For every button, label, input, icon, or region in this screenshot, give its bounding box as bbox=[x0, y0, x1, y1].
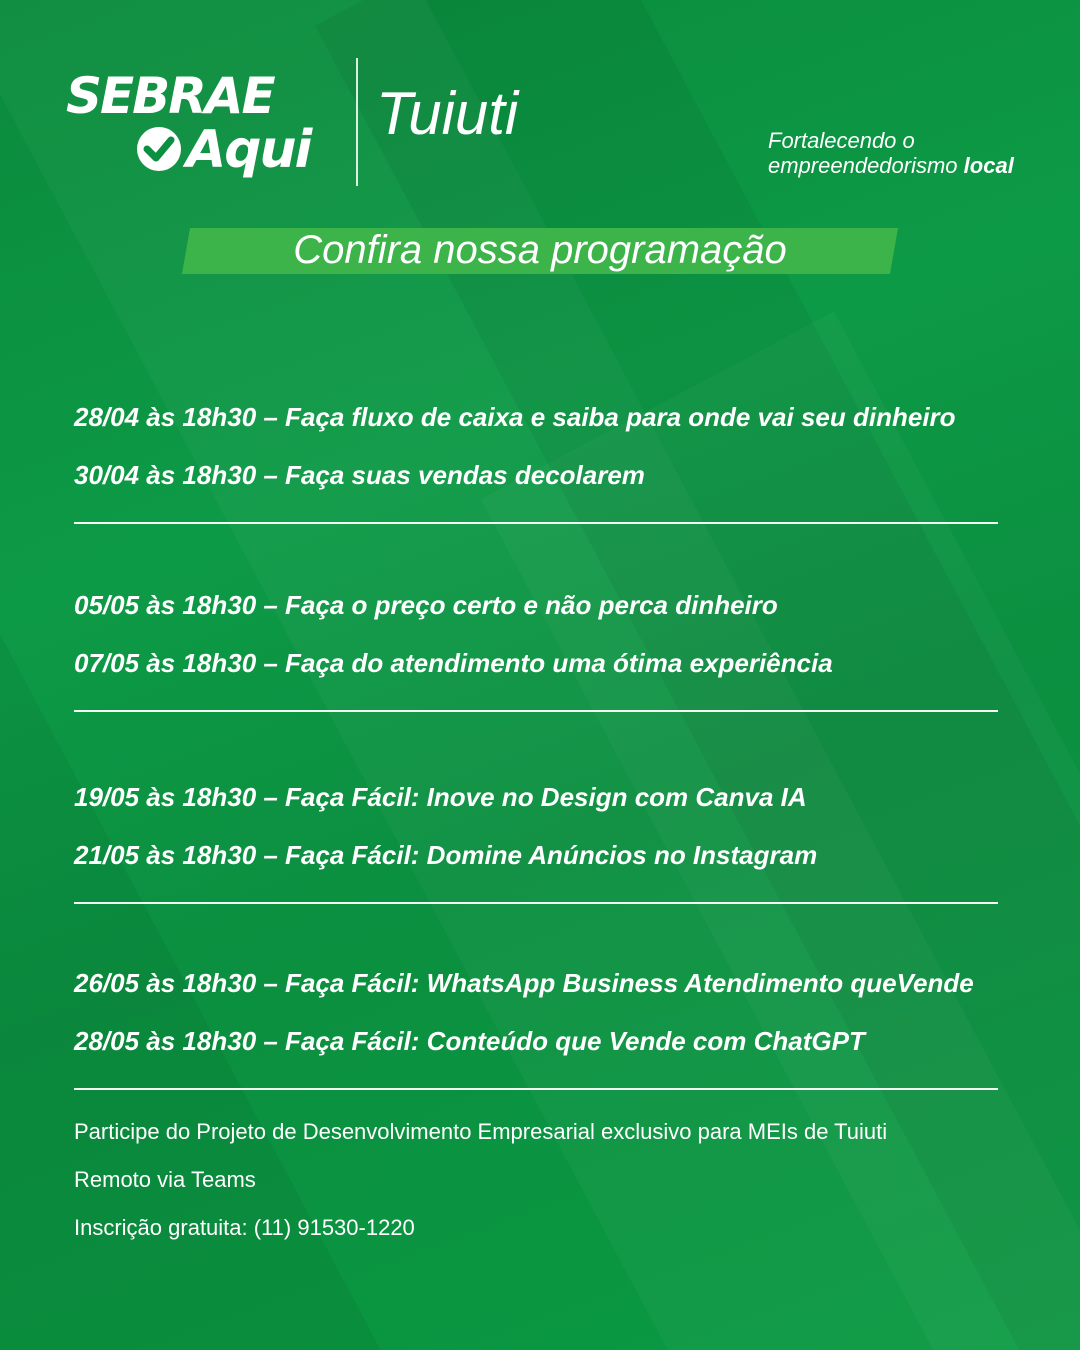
tagline-line2 bbox=[768, 153, 1014, 178]
banner-title: Confira nossa programação bbox=[293, 228, 787, 272]
tagline-bold-word: local bbox=[963, 153, 1014, 178]
logo-wordmark-sebrae: SEBRAE bbox=[66, 67, 274, 125]
event-item: 07/05 às 18h30 – Faça do atendimento uma ótima experiência bbox=[74, 648, 833, 678]
event-item: 28/05 às 18h30 – Faça Fácil: Conteúdo que Vende com ChatGPT bbox=[74, 1026, 865, 1056]
schedule-group bbox=[74, 576, 998, 712]
logo-divider bbox=[356, 58, 358, 186]
footer-registration-text: Inscrição gratuita: (11) 91530-1220 bbox=[74, 1215, 415, 1240]
sebrae-aqui-logo bbox=[66, 68, 326, 188]
tagline-word: empreendedorismo bbox=[768, 153, 958, 178]
schedule-group bbox=[74, 768, 998, 904]
footer-info bbox=[74, 1108, 887, 1252]
schedule-list bbox=[74, 388, 998, 1090]
schedule-group bbox=[74, 954, 998, 1090]
footer-project-text: Participe do Projeto de Desenvolvimento Empresarial exclusivo para MEIs de Tuiuti bbox=[74, 1119, 888, 1144]
event-item: 30/04 às 18h30 – Faça suas vendas decolarem bbox=[74, 460, 645, 490]
check-icon bbox=[134, 124, 184, 174]
tagline bbox=[768, 128, 1014, 178]
event-item: 05/05 às 18h30 – Faça o preço certo e não perca dinheiro bbox=[74, 590, 778, 620]
tagline-line1: Fortalecendo o bbox=[768, 128, 915, 153]
event-item: 19/05 às 18h30 – Faça Fácil: Inove no Design com Canva IA bbox=[74, 782, 807, 812]
event-item: 21/05 às 18h30 – Faça Fácil: Domine Anúncios no Instagram bbox=[74, 840, 818, 870]
footer-remote-text: Remoto via Teams bbox=[74, 1167, 256, 1192]
schedule-group bbox=[74, 388, 998, 524]
event-item: 26/05 às 18h30 – Faça Fácil: WhatsApp Business Atendimento queVende bbox=[74, 968, 974, 998]
city-name: Tuiuti bbox=[376, 80, 519, 147]
logo-wordmark-aqui: Aqui bbox=[186, 120, 311, 180]
event-item: 28/04 às 18h30 – Faça fluxo de caixa e saiba para onde vai seu dinheiro bbox=[74, 402, 956, 432]
